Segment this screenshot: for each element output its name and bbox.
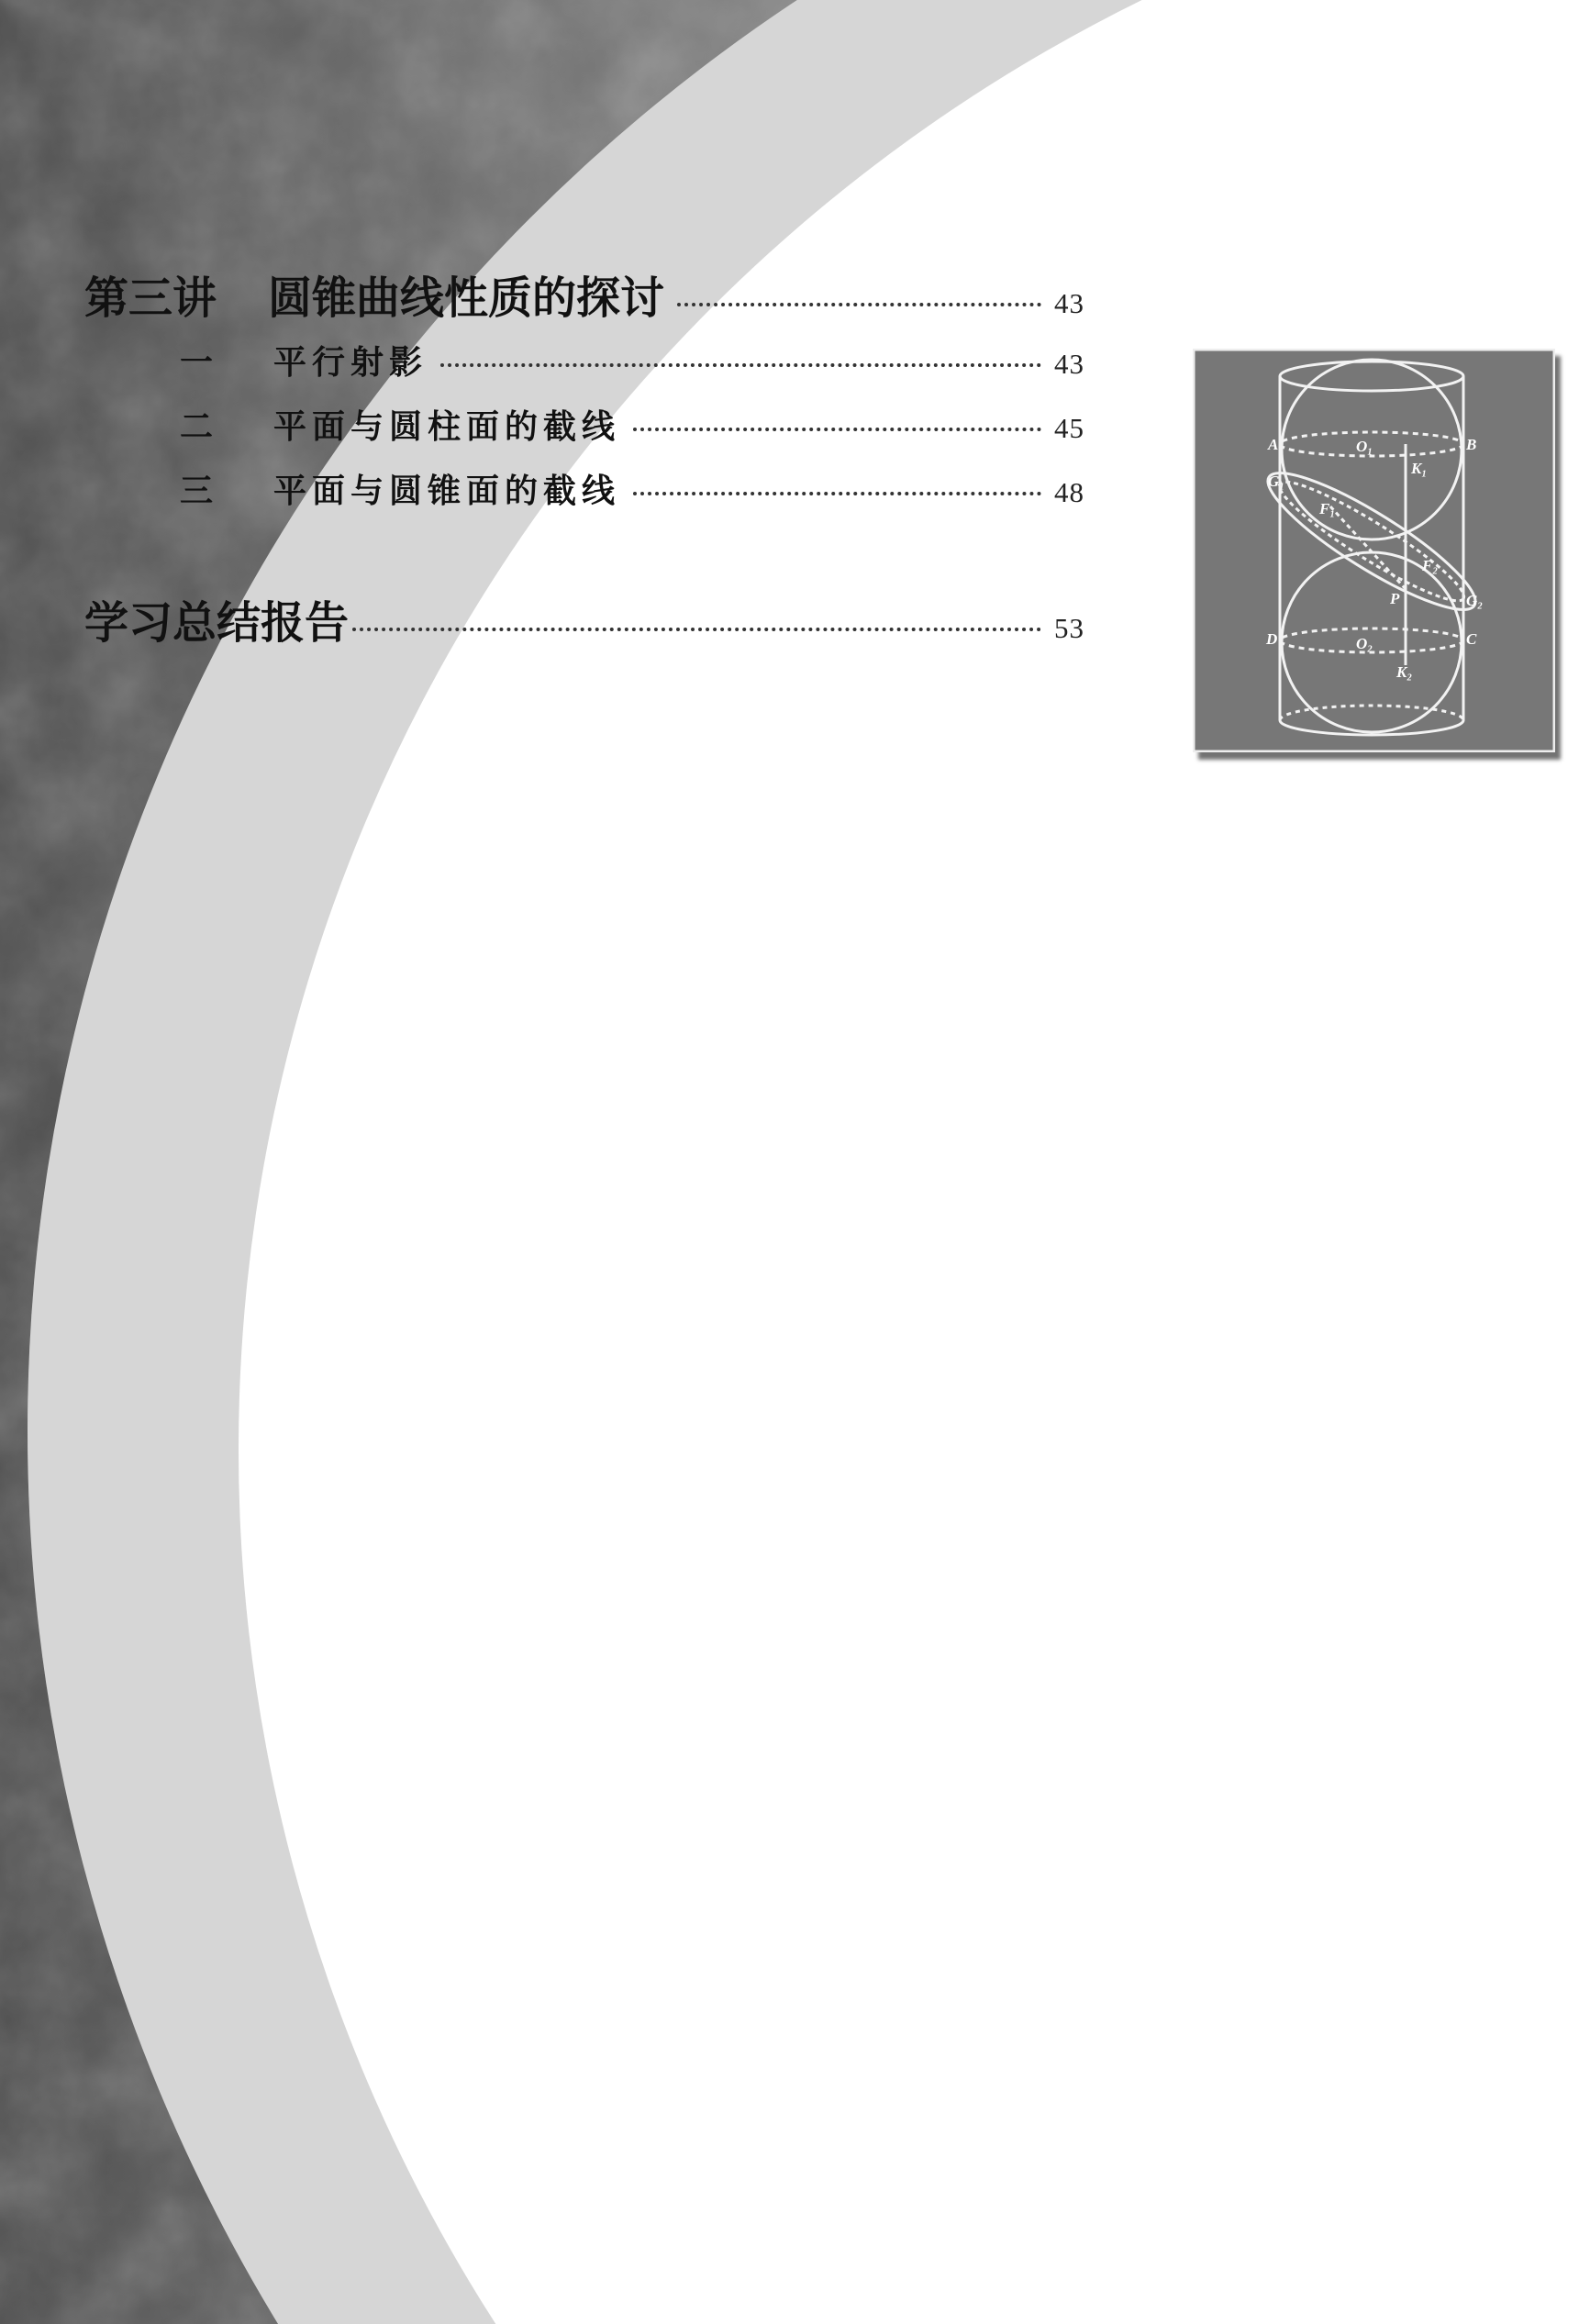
dot-leader: [677, 303, 1041, 306]
label-O2: O₂: [1356, 635, 1373, 652]
section-marker: 二: [180, 408, 214, 446]
dot-leader: [633, 428, 1041, 431]
label-B: B: [1466, 436, 1477, 453]
toc-section-entry[interactable]: [180, 401, 1084, 448]
dandelin-cylinder-figure: [1193, 349, 1555, 752]
section-title: 平面与圆柱面的截线: [273, 408, 621, 446]
label-C: C: [1466, 630, 1477, 648]
figure-frame: [1193, 349, 1555, 752]
label-G1: G₁: [1268, 473, 1285, 490]
section-page-number: 45: [1054, 412, 1084, 444]
section-title: 平行射影: [273, 344, 428, 382]
section-page-number: 48: [1054, 476, 1084, 508]
summary-title: 学习总结报告: [84, 597, 350, 649]
label-A: A: [1268, 436, 1279, 453]
toc-section-entry[interactable]: [180, 465, 1084, 512]
label-F2: F₂: [1422, 557, 1439, 574]
cylinder-diagram: [1193, 349, 1555, 752]
toc-summary-entry[interactable]: [84, 587, 1084, 650]
label-D: D: [1266, 630, 1278, 648]
section-marker: 一: [180, 344, 214, 382]
toc-chapter-entry[interactable]: [84, 262, 1084, 326]
section-marker: 三: [180, 473, 214, 510]
dot-leader: [633, 492, 1041, 495]
label-F1: F₁: [1319, 500, 1336, 517]
section-page-number: 43: [1054, 348, 1084, 380]
label-O1: O₁: [1356, 438, 1373, 455]
dot-leader: [440, 363, 1041, 367]
chapter-page-number: 43: [1054, 287, 1084, 319]
dot-leader: [352, 628, 1041, 631]
chapter-title: 圆锥曲线性质的探讨: [268, 272, 665, 324]
toc-section-entry[interactable]: [180, 337, 1084, 384]
label-K1: K₁: [1411, 460, 1428, 477]
chapter-label: 第三讲 圆锥曲线性质的探讨: [84, 272, 665, 324]
label-P: P: [1390, 590, 1400, 607]
summary-page-number: 53: [1054, 612, 1084, 644]
label-G2: G₂: [1466, 592, 1484, 609]
section-title: 平面与圆锥面的截线: [273, 473, 621, 510]
label-K2: K₂: [1396, 663, 1413, 681]
